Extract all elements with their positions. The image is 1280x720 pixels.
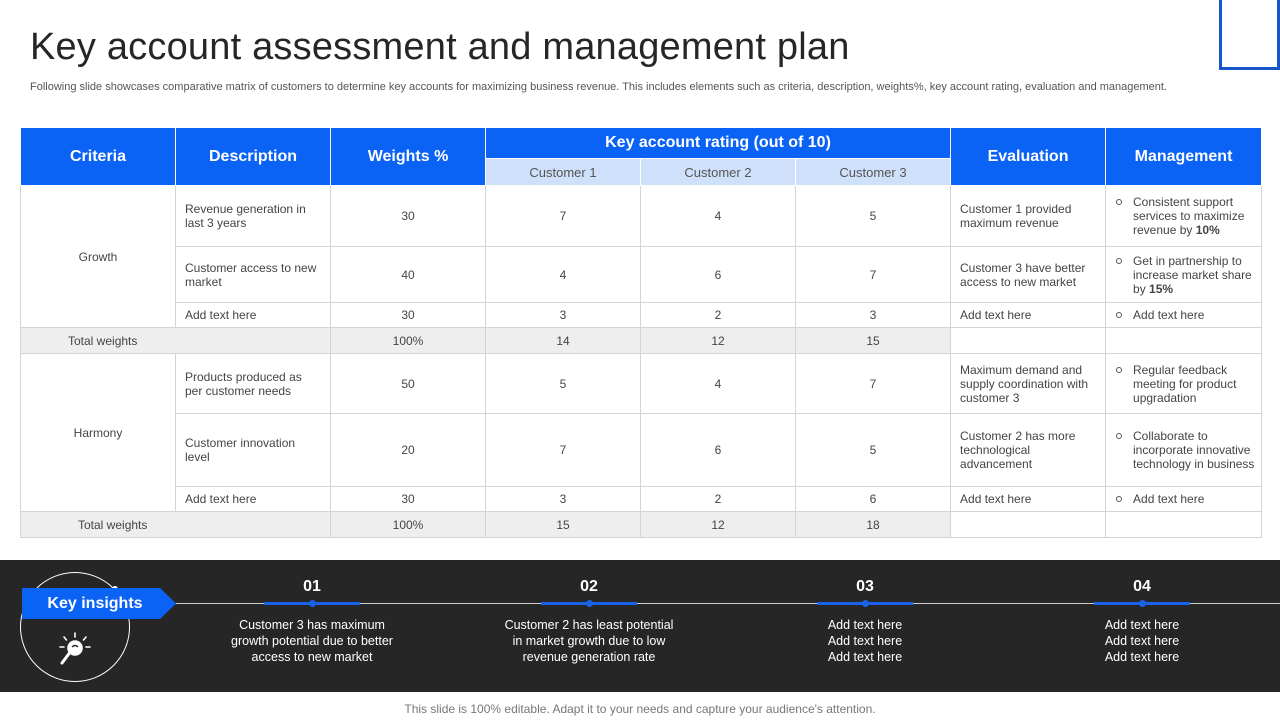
customer-3-cell: 6 [796, 487, 951, 512]
total-evaluation-empty [951, 512, 1106, 538]
management-cell [1106, 186, 1262, 247]
total-customer-3: 15 [796, 328, 951, 354]
bullet-icon [1116, 312, 1122, 318]
total-customer-2: 12 [641, 328, 796, 354]
insight-number: 04 [1133, 578, 1151, 595]
total-row [21, 328, 1262, 354]
total-customer-3: 18 [796, 512, 951, 538]
management-text: Regular feedback meeting for product upgradation [1133, 362, 1237, 405]
corner-decoration [1219, 0, 1280, 70]
customer-3-cell: 3 [796, 303, 951, 328]
management-cell [1106, 303, 1262, 328]
header-customer-2: Customer 2 [641, 159, 796, 186]
management-cell [1106, 487, 1262, 512]
insight-number: 02 [580, 578, 598, 595]
evaluation-cell: Customer 2 has more technological advancement [951, 414, 1106, 487]
customer-2-cell: 4 [641, 186, 796, 247]
description-cell: Revenue generation in last 3 years [176, 186, 331, 247]
description-cell: Customer access to new market [176, 247, 331, 303]
weight-cell: 30 [331, 186, 486, 247]
header-criteria: Criteria [21, 128, 176, 186]
bullet-icon [1116, 433, 1122, 439]
page-title: Key account assessment and management plan [30, 26, 850, 68]
total-label: Total weights [21, 512, 331, 538]
customer-1-cell: 7 [486, 186, 641, 247]
customer-3-cell: 7 [796, 354, 951, 414]
timeline-marker [817, 602, 913, 605]
description-cell: Add text here [176, 303, 331, 328]
timeline-marker [541, 602, 637, 605]
management-cell [1106, 414, 1262, 487]
management-percent: 10% [1195, 223, 1220, 237]
header-management: Management [1106, 128, 1262, 186]
insight-text [494, 617, 684, 665]
total-customer-1: 14 [486, 328, 641, 354]
description-cell: Customer innovation level [176, 414, 331, 487]
weight-cell: 20 [331, 414, 486, 487]
insight-line: Customer 3 has maximum [239, 618, 385, 632]
customer-1-cell: 7 [486, 414, 641, 487]
management-percent: 15% [1149, 281, 1174, 296]
bullet-icon [1116, 258, 1122, 264]
insight-line: Add text here [1104, 618, 1180, 632]
customer-1-cell: 4 [486, 247, 641, 303]
criteria-harmony: Harmony [21, 354, 176, 512]
total-row [21, 512, 1262, 538]
header-key-account-rating: Key account rating (out of 10) [486, 128, 951, 159]
customer-2-cell: 6 [641, 247, 796, 303]
assessment-matrix [20, 127, 1262, 538]
management-text: Add text here [1133, 492, 1205, 506]
timeline-marker [1094, 602, 1190, 605]
evaluation-cell: Customer 1 provided maximum revenue [951, 186, 1106, 247]
customer-2-cell: 2 [641, 303, 796, 328]
header-evaluation: Evaluation [951, 128, 1106, 186]
header-weights: Weights % [331, 128, 486, 186]
evaluation-cell: Add text here [951, 487, 1106, 512]
total-customer-2: 12 [641, 512, 796, 538]
management-cell [1106, 247, 1262, 303]
table-row [21, 354, 1262, 414]
insight-line: Add text here [827, 650, 903, 664]
total-customer-1: 15 [486, 512, 641, 538]
evaluation-cell: Maximum demand and supply coordination with customer 3 [951, 354, 1106, 414]
management-text: Get in partnership to increase market share by [1133, 253, 1252, 296]
evaluation-cell: Add text here [951, 303, 1106, 328]
customer-1-cell: 5 [486, 354, 641, 414]
insight-line: growth potential due to better [231, 634, 393, 648]
insight-item [1047, 577, 1237, 665]
lightbulb-magnifier-icon [55, 630, 95, 670]
header-customer-1: Customer 1 [486, 159, 641, 186]
bullet-icon [1116, 199, 1122, 205]
insight-line: in market growth due to low [512, 634, 666, 648]
insight-text [770, 617, 960, 665]
header-customer-3: Customer 3 [796, 159, 951, 186]
management-text: Collaborate to incorporate innovative technology in business [1133, 429, 1255, 471]
insight-number: 01 [303, 578, 321, 595]
description-cell: Products produced as per customer needs [176, 354, 331, 414]
page-subtitle: Following slide showcases comparative matrix of customers to determine key accounts for maximizing business revenue. This includes elements such as criteria, description, weights%, key account rating, evaluation and management. [30, 81, 1168, 93]
key-insights-label: Key insights [47, 595, 143, 612]
table-row [21, 487, 1262, 512]
customer-3-cell: 5 [796, 414, 951, 487]
table-row [21, 303, 1262, 328]
insight-item [494, 577, 684, 665]
customer-3-cell: 5 [796, 186, 951, 247]
total-weight: 100% [331, 512, 486, 538]
weight-cell: 40 [331, 247, 486, 303]
insight-line: access to new market [251, 650, 373, 664]
management-text: Add text here [1133, 308, 1205, 322]
customer-1-cell: 3 [486, 303, 641, 328]
management-cell [1106, 354, 1262, 414]
insight-line: Add text here [827, 634, 903, 648]
header-description: Description [176, 128, 331, 186]
insight-line: Add text here [827, 618, 903, 632]
total-label: Total weights [21, 328, 331, 354]
weight-cell: 50 [331, 354, 486, 414]
insight-item [770, 577, 960, 665]
total-management-empty [1106, 512, 1262, 538]
insight-text [1047, 617, 1237, 665]
insight-item [217, 577, 407, 665]
weight-cell: 30 [331, 487, 486, 512]
weight-cell: 30 [331, 303, 486, 328]
bullet-icon [1116, 496, 1122, 502]
evaluation-cell: Customer 3 have better access to new market [951, 247, 1106, 303]
criteria-growth: Growth [21, 186, 176, 328]
insight-line: Add text here [1104, 650, 1180, 664]
insight-text [217, 617, 407, 665]
table-row [21, 186, 1262, 247]
table-row [21, 414, 1262, 487]
insight-line: revenue generation rate [522, 650, 656, 664]
timeline-marker [264, 602, 360, 605]
customer-2-cell: 6 [641, 414, 796, 487]
total-weight: 100% [331, 328, 486, 354]
customer-2-cell: 4 [641, 354, 796, 414]
insight-line: Customer 2 has least potential [504, 618, 674, 632]
bullet-icon [1116, 367, 1122, 373]
customer-2-cell: 2 [641, 487, 796, 512]
customer-3-cell: 7 [796, 247, 951, 303]
total-evaluation-empty [951, 328, 1106, 354]
table-row [21, 247, 1262, 303]
description-cell: Add text here [176, 487, 331, 512]
customer-1-cell: 3 [486, 487, 641, 512]
insight-line: Add text here [1104, 634, 1180, 648]
insight-number: 03 [856, 578, 874, 595]
footer-note: This slide is 100% editable. Adapt it to your needs and capture your audience's attention. [404, 702, 876, 716]
total-management-empty [1106, 328, 1262, 354]
management-text: Consistent support services to maximize revenue by [1133, 195, 1245, 237]
